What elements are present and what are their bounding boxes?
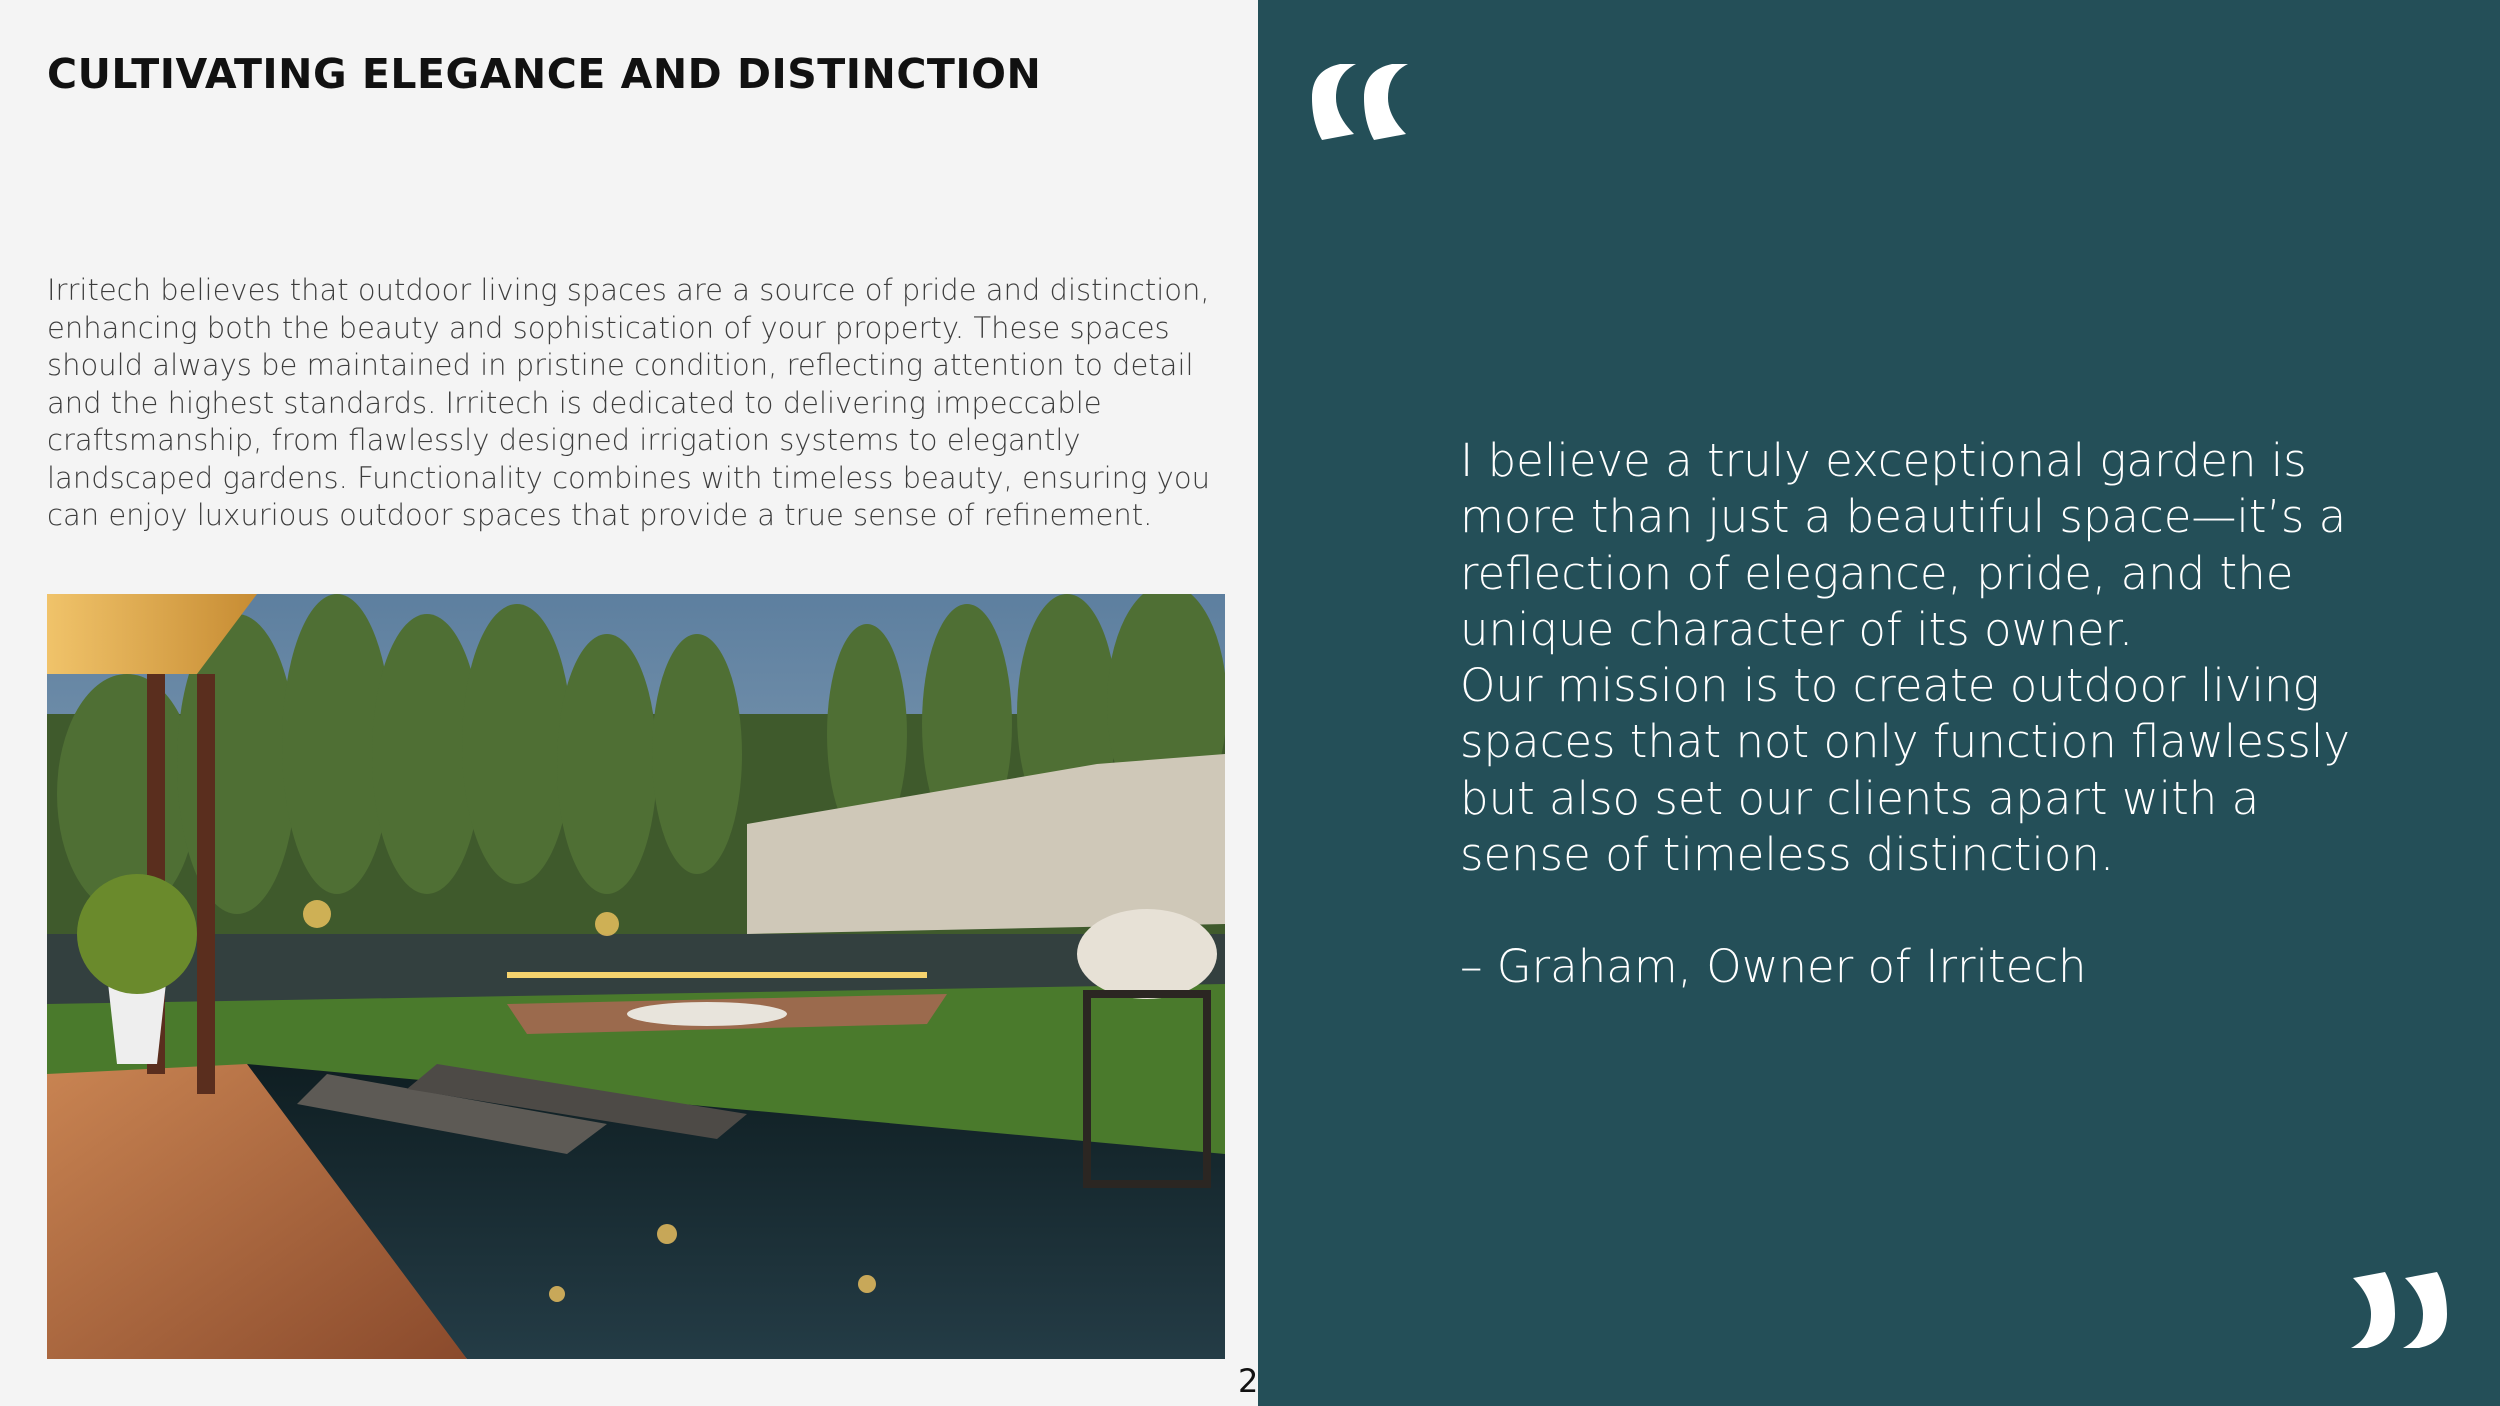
garden-photo (47, 594, 1225, 1359)
quote-paragraph-2: Our mission is to create outdoor living spaces that not only function flawlessly but also set our clients apart with a sense of timeless distinction. (1460, 659, 2351, 882)
open-quote-icon (1312, 64, 1416, 140)
garden-illustration (47, 594, 1225, 1359)
intro-paragraph: Irritech believes that outdoor living spaces are a source of pride and distinction, enhancing both the beauty and sophistication of your property. These spaces should always be maintained in pristine condition, reflecting attention to detail and the highest standards. Irritech is dedicated to delivering impeccable craftsmanship, from flawlessly designed irrigation systems to elegantly landscaped gardens. Functionality combines with timeless beauty, ensuring you can enjoy luxurious outdoor spaces that provide a true sense of refinement. (47, 273, 1210, 532)
page-title: CULTIVATING ELEGANCE AND DISTINCTION (47, 50, 1042, 98)
page-number: 2 (1238, 1362, 1259, 1400)
quote-paragraph-1: I believe a truly exceptional garden is more than just a beautiful space—it’s a reflection of elegance, pride, and the unique character of its owner. (1460, 434, 2347, 656)
close-quote-icon (2343, 1272, 2447, 1348)
testimonial-quote (1460, 433, 2360, 996)
quote-attribution: – Graham, Owner of Irritech (1460, 940, 2087, 994)
